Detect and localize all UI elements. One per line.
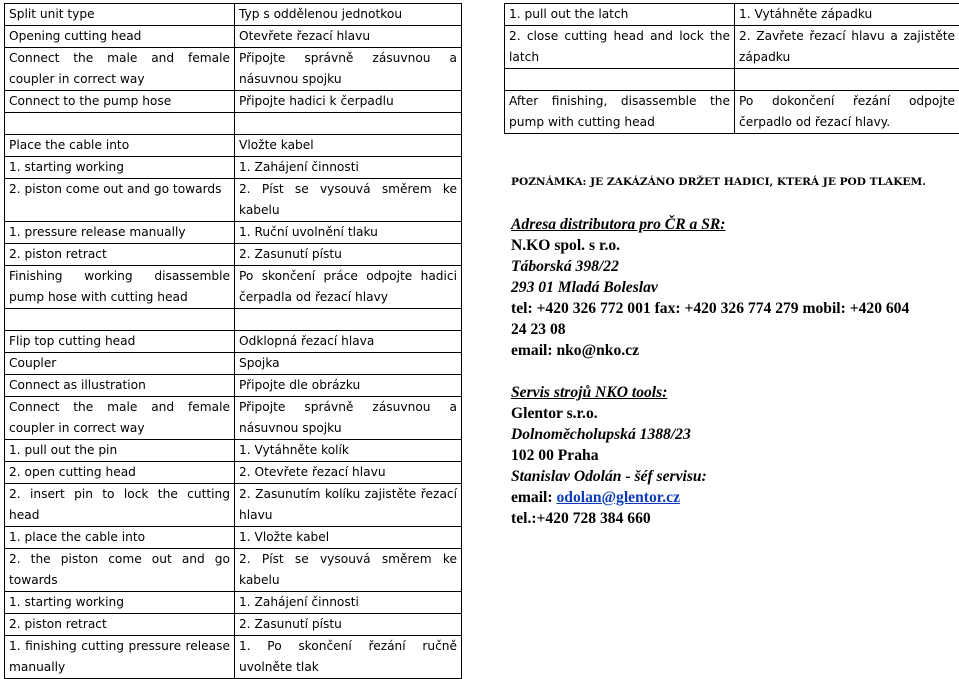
english-cell: 1. pressure release manually [5, 222, 235, 244]
czech-cell: 1. Vložte kabel [235, 527, 462, 549]
table-row [5, 244, 462, 266]
table-row [5, 527, 462, 549]
english-cell: Connect to the pump hose [5, 91, 235, 113]
table-row [5, 331, 462, 353]
english-cell [505, 69, 735, 91]
english-cell: 2. piston retract [5, 614, 235, 636]
english-cell: Connect as illustration [5, 375, 235, 397]
service-email-label: email: [511, 489, 556, 506]
czech-cell: 2. Zasunutí pístu [235, 244, 462, 266]
table-row [5, 397, 462, 440]
english-cell: 2. close cutting head and lock the latch [505, 26, 735, 69]
service-email [511, 487, 680, 508]
czech-cell: 2. Otevřete řezací hlavu [235, 462, 462, 484]
english-cell: Split unit type [5, 4, 235, 26]
czech-cell: Po dokončení řezání odpojte čerpadlo od řezací hlavy. [735, 91, 959, 134]
czech-cell: Otevřete řezací hlavu [235, 26, 462, 48]
english-cell: 1. starting working [5, 592, 235, 614]
english-cell: Coupler [5, 353, 235, 375]
distributor-email: email: nko@nko.cz [511, 340, 639, 361]
translation-table-right [504, 3, 959, 134]
czech-cell: Připojte dle obrázku [235, 375, 462, 397]
english-cell: Opening cutting head [5, 26, 235, 48]
table-row [5, 222, 462, 244]
service-phone: tel.:+420 728 384 660 [511, 508, 651, 529]
english-cell: After finishing, disassemble the pump with cutting head [505, 91, 735, 134]
czech-cell [235, 309, 462, 331]
czech-cell: 1. Zahájení činnosti [235, 157, 462, 179]
table-row [505, 91, 959, 134]
distributor-heading: Adresa distributora pro ČR a SR: [511, 214, 725, 235]
table-row [5, 91, 462, 113]
czech-cell: Vložte kabel [235, 135, 462, 157]
english-cell: Flip top cutting head [5, 331, 235, 353]
english-cell [5, 113, 235, 135]
english-cell: Connect the male and female coupler in correct way [5, 397, 235, 440]
table-row [5, 440, 462, 462]
czech-cell: 2. Zasunutím kolíku zajistěte řezací hlavu [235, 484, 462, 527]
table-row [5, 614, 462, 636]
czech-cell: 2. Píst se vysouvá směrem ke kabelu [235, 549, 462, 592]
table-row [5, 484, 462, 527]
table-row [5, 179, 462, 222]
czech-cell: Připojte správně zásuvnou a násuvnou spojku [235, 48, 462, 91]
service-heading: Servis strojů NKO tools: [511, 382, 667, 403]
czech-cell: Spojka [235, 353, 462, 375]
czech-cell: 1. Ruční uvolnění tlaku [235, 222, 462, 244]
table-row [5, 375, 462, 397]
table-row [5, 48, 462, 91]
service-company: Glentor s.r.o. [511, 403, 598, 424]
table-row [5, 636, 462, 679]
english-cell: Finishing working disassemble pump hose with cutting head [5, 266, 235, 309]
table-row [505, 4, 959, 26]
czech-cell: 1. Po skončení řezání ručně uvolněte tlak [235, 636, 462, 679]
czech-cell [735, 69, 959, 91]
table-row [5, 4, 462, 26]
english-cell: Connect the male and female coupler in correct way [5, 48, 235, 91]
czech-cell: 1. Vytáhněte západku [735, 4, 959, 26]
distributor-phones: tel: +420 326 772 001 fax: +420 326 774 279 mobil: +420 604 [511, 298, 909, 319]
czech-cell: 2. Zavřete řezací hlavu a zajistěte západku [735, 26, 959, 69]
table-row [505, 26, 959, 69]
czech-cell: Připojte hadici k čerpadlu [235, 91, 462, 113]
english-cell: 1. starting working [5, 157, 235, 179]
service-email-link[interactable]: odolan@glentor.cz [556, 489, 680, 506]
english-cell: 2. piston come out and go towards [5, 179, 235, 222]
english-cell [5, 309, 235, 331]
table-row [5, 113, 462, 135]
service-city: 102 00 Praha [511, 445, 599, 466]
table-row [5, 135, 462, 157]
table-row [505, 69, 959, 91]
czech-cell: 1. Vytáhněte kolík [235, 440, 462, 462]
distributor-street: Táborská 398/22 [511, 256, 619, 277]
english-cell: 1. pull out the pin [5, 440, 235, 462]
table-row [5, 462, 462, 484]
table-row [5, 353, 462, 375]
english-cell: 2. the piston come out and go towards [5, 549, 235, 592]
english-cell: 2. insert pin to lock the cutting head [5, 484, 235, 527]
service-street: Dolnoměcholupská 1388/23 [511, 424, 691, 445]
distributor-company: N.KO spol. s r.o. [511, 235, 620, 256]
table-row [5, 26, 462, 48]
translation-table-left [4, 3, 462, 679]
english-cell: Place the cable into [5, 135, 235, 157]
table-row [5, 266, 462, 309]
english-cell: 2. open cutting head [5, 462, 235, 484]
czech-cell: Po skončení práce odpojte hadici čerpadla od řezací hlavy [235, 266, 462, 309]
czech-cell: 1. Zahájení činnosti [235, 592, 462, 614]
distributor-city: 293 01 Mladá Boleslav [511, 277, 658, 298]
service-contact-person: Stanislav Odolán - šéf servisu: [511, 466, 707, 487]
english-cell: 1. finishing cutting pressure release manually [5, 636, 235, 679]
english-cell: 1. place the cable into [5, 527, 235, 549]
table-row [5, 157, 462, 179]
distributor-phones-continued: 24 23 08 [511, 319, 566, 340]
table-row [5, 592, 462, 614]
english-cell: 1. pull out the latch [505, 4, 735, 26]
czech-cell: Připojte správně zásuvnou a násuvnou spojku [235, 397, 462, 440]
czech-cell: Odklopná řezací hlava [235, 331, 462, 353]
czech-cell: 2. Zasunutí pístu [235, 614, 462, 636]
table-row [5, 309, 462, 331]
czech-cell [235, 113, 462, 135]
english-cell: 2. piston retract [5, 244, 235, 266]
czech-cell: Typ s oddělenou jednotkou [235, 4, 462, 26]
czech-cell: 2. Píst se vysouvá směrem ke kabelu [235, 179, 462, 222]
table-row [5, 549, 462, 592]
warning-note: POZNÁMKA: JE ZAKÁZÁNO DRŽET HADICI, KTERÁ JE POD TLAKEM. [511, 176, 926, 188]
